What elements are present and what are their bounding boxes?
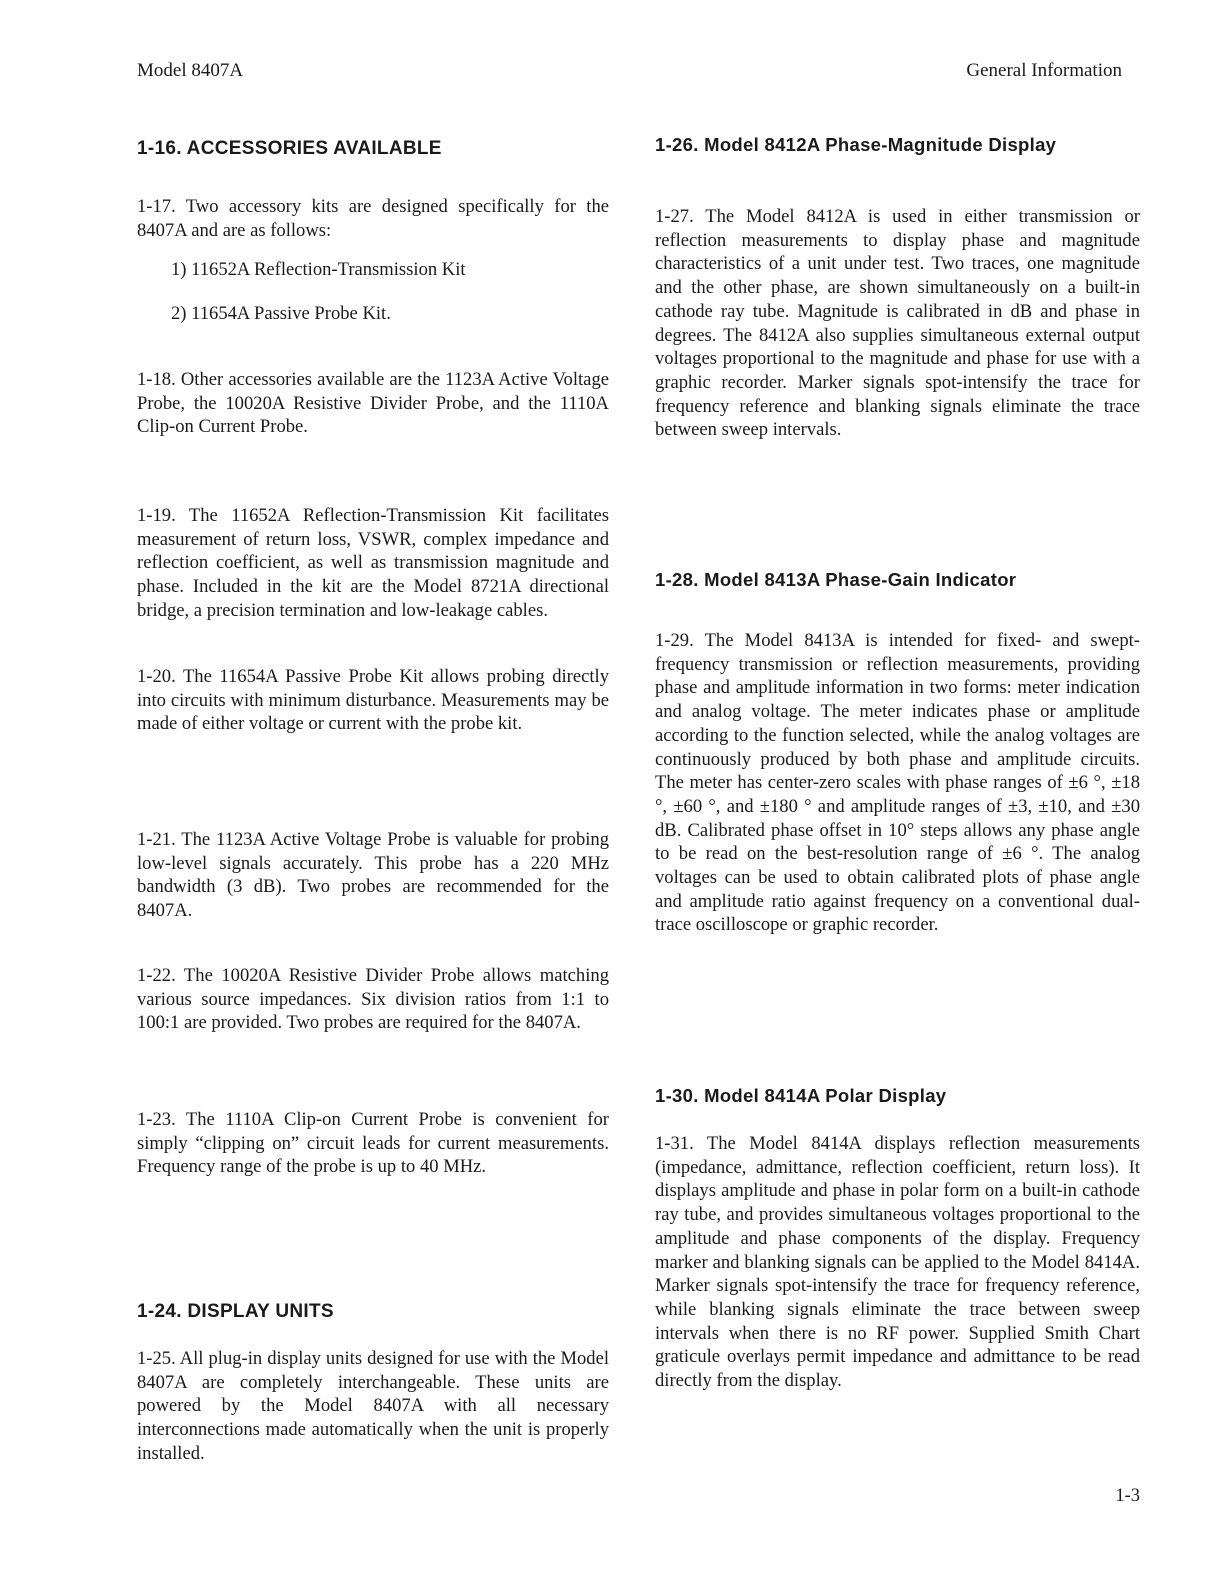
heading-8413a: 1-28. Model 8413A Phase-Gain Indicator bbox=[655, 569, 1017, 590]
header-section: General Information bbox=[966, 60, 1122, 81]
heading-8412a: 1-26. Model 8412A Phase-Magnitude Display bbox=[655, 134, 1057, 155]
list-item-1: 1) 11652A Reflection-Transmission Kit bbox=[171, 259, 466, 280]
paragraph-1-19: 1-19. The 11652A Reflection-Transmission Kit facilitates measurement of return loss, VSWR, complex impedance and reflection coefficient, as well as transmission magnitude and phase. Included in the kit are the Model 8721A directional bridge, a precision termination and low-leakage cables. bbox=[137, 505, 609, 621]
paragraph-1-18: 1-18. Other accessories available are the 1123A Active Voltage Probe, the 10020A Resistive Divider Probe, and the 1110A Clip-on Current Probe. bbox=[137, 369, 609, 438]
heading-accessories-available: 1-16. ACCESSORIES AVAILABLE bbox=[137, 138, 442, 159]
heading-display-units: 1-24. DISPLAY UNITS bbox=[137, 1301, 334, 1322]
paragraph-1-31: 1-31. The Model 8414A displays reflection measurements (impedance, admittance, reflection coefficient, return loss). It displays amplitude and phase in polar form on a built-in cathode ray tube, and provides simultaneous voltages proportional to the amplitude and phase components of the display. Frequency marker and blanking signals can be applied to the Model 8414A. Marker signals spot-intensify the trace for frequency reference, while blanking signals eliminate the trace between sweep intervals when there is no RF power. Supplied Smith Chart graticule overlays permit impedance and admittance to be read directly from the display. bbox=[655, 1133, 1140, 1392]
paragraph-1-21: 1-21. The 1123A Active Voltage Probe is valuable for probing low-level signals accurately. This probe has a 220 MHz bandwidth (3 dB). Two probes are recommended for the 8407A. bbox=[137, 829, 609, 922]
paragraph-1-25: 1-25. All plug-in display units designed for use with the Model 8407A are completely interchangeable. These units are powered by the Model 8407A with all necessary interconnections made automatically when the unit is properly installed. bbox=[137, 1348, 609, 1464]
page-number: 1-3 bbox=[1115, 1486, 1140, 1506]
paragraph-1-17: 1-17. Two accessory kits are designed specifically for the 8407A and are as follows: bbox=[137, 196, 609, 241]
paragraph-1-27: 1-27. The Model 8412A is used in either transmission or reflection measurements to display phase and magnitude characteristics of a unit under test. Two traces, one magnitude and the other phase, are shown simultaneously on a built-in cathode ray tube. Magnitude is calibrated in dB and phase in degrees. The 8412A also supplies simultaneous external output voltages proportional to the magnitude and phase for use with a graphic recorder. Marker signals spot-intensify the trace for frequency reference and blanking signals eliminate the trace between sweep intervals. bbox=[655, 206, 1140, 441]
paragraph-1-20: 1-20. The 11654A Passive Probe Kit allows probing directly into circuits with minimum disturbance. Measurements may be made of either voltage or current with the probe kit. bbox=[137, 666, 609, 735]
paragraph-1-29: 1-29. The Model 8413A is intended for fixed- and swept-frequency transmission or reflection measurements, providing phase and amplitude information in two forms: meter indication and analog voltage. The meter indicates phase or amplitude according to the function selected, while the analog voltages are continuously produced by both phase and amplitude circuits. The meter has center-zero scales with phase ranges of ±6 °, ±18 °, ±60 °, and ±180 ° and amplitude ranges of ±3, ±10, and ±30 dB. Calibrated phase offset in 10° steps allows any phase angle to be read on the best-resolution range of ±6 °. The analog voltages can be used to obtain calibrated plots of phase angle and amplitude ratio against frequency on a conventional dual-trace oscilloscope or graphic recorder. bbox=[655, 630, 1140, 936]
paragraph-1-23: 1-23. The 1110A Clip-on Current Probe is convenient for simply “clipping on” circuit leads for current measurements. Frequency range of the probe is up to 40 MHz. bbox=[137, 1109, 609, 1178]
list-item-2: 2) 11654A Passive Probe Kit. bbox=[171, 303, 391, 324]
header-model: Model 8407A bbox=[137, 60, 244, 81]
heading-8414a: 1-30. Model 8414A Polar Display bbox=[655, 1085, 947, 1106]
paragraph-1-22: 1-22. The 10020A Resistive Divider Probe allows matching various source impedances. Six division ratios from 1:1 to 100:1 are provided. Two probes are required for the 8407A. bbox=[137, 965, 609, 1034]
